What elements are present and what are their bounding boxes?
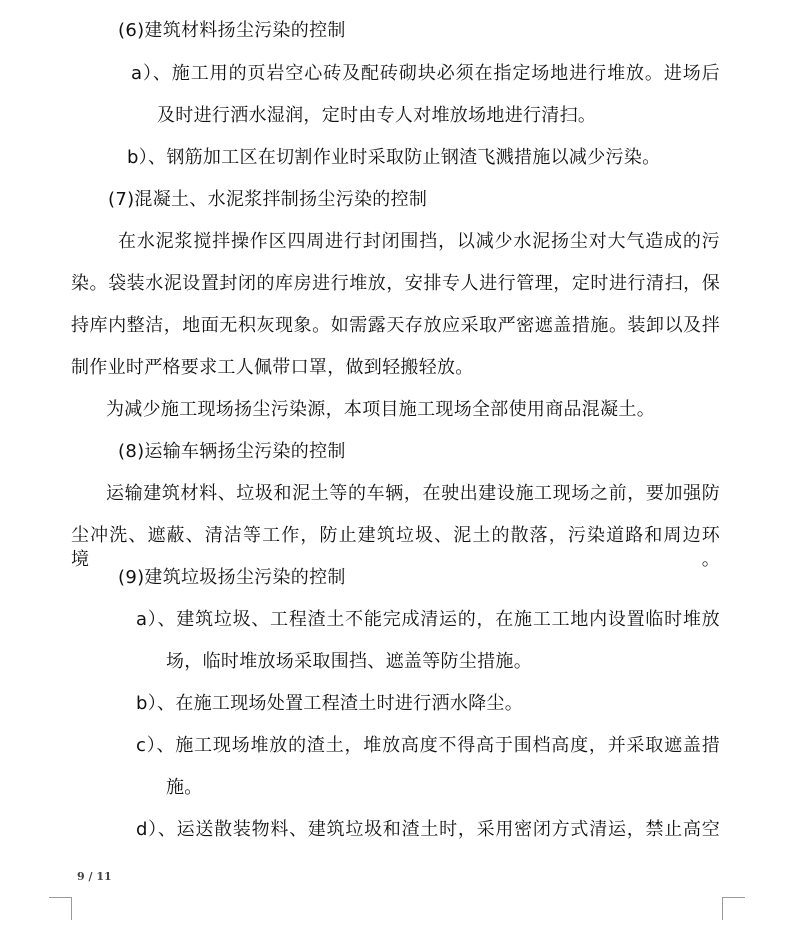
heading-7: (7)混凝土、水泥浆拌制扬尘污染的控制 — [108, 189, 428, 210]
item-9a-line-2: 场，临时堆放场采取围挡、遮盖等防尘措施。 — [166, 651, 532, 672]
para-8-line-1: 运输建筑材料、垃圾和泥土等的车辆，在驶出建设施工现场之前，要加强防 — [106, 483, 720, 504]
heading-8: (8)运输车辆扬尘污染的控制 — [118, 441, 346, 462]
margin-corner-left — [49, 897, 72, 920]
item-9c-line-1: c）、施工现场堆放的渣土，堆放高度不得高于围档高度，并采取遮盖措 — [136, 735, 720, 756]
item-9d-line-1: d）、运送散装物料、建筑垃圾和渣土时，采用密闭方式清运，禁止高空 — [136, 819, 720, 840]
item-9c-line-2: 施。 — [166, 777, 203, 798]
heading-9: (9)建筑垃圾扬尘污染的控制 — [118, 567, 346, 588]
item-6a-line-1: a）、施工用的页岩空心砖及配砖砌块必须在指定场地进行堆放。进场后 — [131, 63, 720, 84]
item-6b: b）、钢筋加工区在切割作业时采取防止钢渣飞溅措施以减少污染。 — [127, 147, 661, 168]
para-7-line-5: 为减少施工现场扬尘污染源，本项目施工现场全部使用商品混凝土。 — [106, 399, 655, 420]
item-9a-line-1: a）、建筑垃圾、工程渣土不能完成清运的，在施工工地内设置临时堆放 — [136, 609, 720, 630]
para-7-line-3: 持库内整洁，地面无积灰现象。如需露天存放应采取严密遮盖措施。装卸以及拌 — [71, 315, 720, 336]
para-7-line-4: 制作业时严格要求工人佩带口罩，做到轻搬轻放。 — [71, 357, 474, 378]
item-6a-line-2: 及时进行洒水湿润，定时由专人对堆放场地进行清扫。 — [157, 105, 597, 126]
item-9b: b）、在施工现场处置工程渣土时进行洒水降尘。 — [136, 693, 524, 714]
margin-corner-right — [722, 897, 745, 920]
para-7-line-2: 染。袋装水泥设置封闭的库房进行堆放，安排专人进行管理，定时进行清扫，保 — [71, 273, 720, 294]
heading-6: (6)建筑材料扬尘污染的控制 — [118, 20, 346, 41]
para-7-line-1: 在水泥浆搅拌操作区四周进行封闭围挡，以减少水泥扬尘对大气造成的污 — [118, 231, 720, 252]
page-number: 9 / 11 — [77, 870, 112, 883]
para-8-line-2: 尘冲洗、遮蔽、清洁等工作，防止建筑垃圾、泥土的散落，污染道路和周边环境。 — [71, 525, 720, 570]
